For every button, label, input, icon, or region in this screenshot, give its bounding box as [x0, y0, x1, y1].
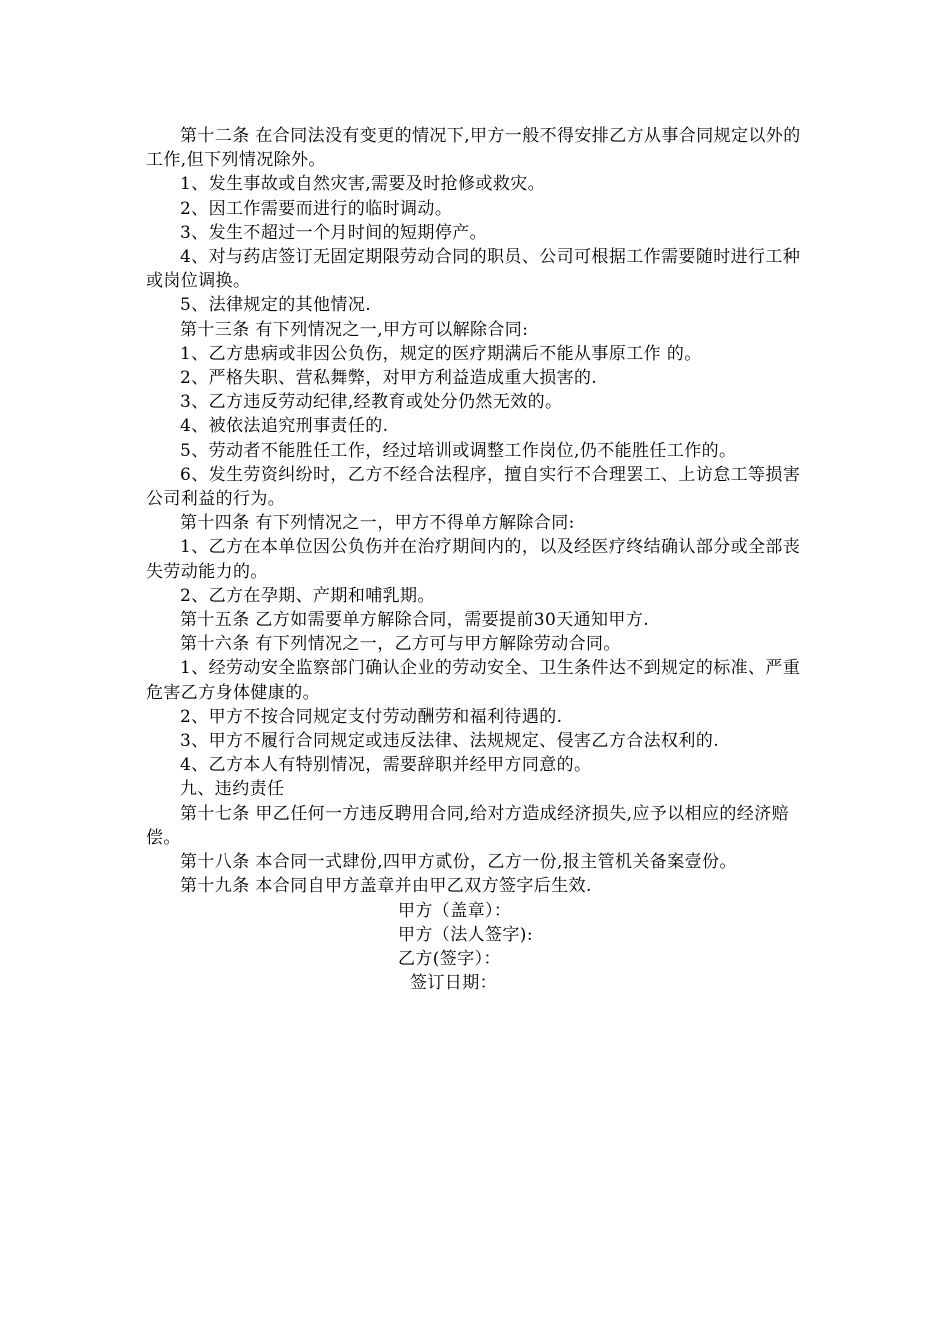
article-12-item-1: 1、发生事故或自然灾害,需要及时抢修或救灾。: [180, 174, 546, 195]
article-16: 第十六条 有下列情况之一，乙方可与甲方解除劳动合同。: [180, 634, 621, 655]
article-16-item-1: 1、经劳动安全监察部门确认企业的劳动安全、卫生条件达不到规定的标准、严重危害乙方身体健康的。: [146, 658, 801, 703]
party-a-seal-line: 甲方（盖章）：: [398, 900, 512, 921]
article-13-item-2: 2、严格失职、营私舞弊，对甲方利益造成重大损害的.: [180, 368, 598, 389]
party-b-sign-line: 乙方(签字）：: [398, 948, 501, 969]
section-breach-heading: 九、违约责任: [180, 779, 285, 800]
article-13: 第十三条 有下列情况之一,甲方可以解除合同:: [180, 319, 529, 340]
article-17: 第十七条 甲乙任何一方违反聘用合同,给对方造成经济损失,应予以相应的经济赔偿。: [146, 803, 790, 848]
sign-date-line: 签订日期：: [410, 973, 497, 994]
article-14: 第十四条 有下列情况之一，甲方不得单方解除合同:: [180, 513, 575, 534]
article-12-item-4: 4、对与药店签订无固定期限劳动合同的职员、公司可根据工作需要随时进行工种或岗位调换。: [146, 247, 801, 292]
article-12-item-5: 5、法律规定的其他情况.: [180, 295, 372, 316]
article-16-item-3: 3、甲方不履行合同规定或违反法律、法规规定、侵害乙方合法权利的.: [180, 731, 720, 752]
article-18: 第十八条 本合同一式肆份,四甲方贰份，乙方一份,报主管机关备案壹份。: [180, 852, 737, 873]
party-a-legal-sign-line: 甲方（法人签字):: [398, 924, 533, 945]
article-19: 第十九条 本合同自甲方盖章并由甲乙双方签字后生效.: [180, 876, 592, 897]
article-13-item-6: 6、发生劳资纠纷时，乙方不经合法程序，擅自实行不合理罢工、上访怠工等损害公司利益的行为。: [146, 464, 801, 510]
article-12: 第十二条 在合同法没有变更的情况下,甲方一般不得安排乙方从事合同规定以外的工作,但下列情况除外。: [146, 126, 801, 171]
article-12-item-2: 2、因工作需要而进行的临时调动。: [180, 198, 453, 219]
article-13-item-4: 4、被依法追究刑事责任的.: [180, 416, 389, 437]
signature-block: [146, 899, 814, 996]
article-15: 第十五条 乙方如需要单方解除合同，需要提前30天通知甲方.: [180, 610, 650, 631]
article-12-item-3: 3、发生不超过一个月时间的短期停产。: [180, 222, 488, 243]
article-16-item-4: 4、乙方本人有特别情况，需要辞职并经甲方同意的。: [180, 755, 592, 776]
article-16-item-2: 2、甲方不按合同规定支付劳动酬劳和福利待遇的.: [180, 706, 563, 727]
article-14-item-2: 2、乙方在孕期、产期和哺乳期。: [180, 585, 435, 606]
article-13-item-1: 1、乙方患病或非因公负伤，规定的医疗期满后不能从事原工作 的。: [180, 343, 702, 364]
article-13-item-3: 3、乙方违反劳动纪律,经教育或处分仍然无效的。: [180, 392, 563, 413]
article-13-item-5: 5、劳动者不能胜任工作，经过培训或调整工作岗位,仍不能胜任工作的。: [180, 440, 737, 461]
contract-body: [146, 124, 814, 995]
article-14-item-1: 1、乙方在本单位因公负伤并在治疗期间内的，以及经医疗终结确认部分或全部丧失劳动能力的。: [146, 537, 801, 582]
